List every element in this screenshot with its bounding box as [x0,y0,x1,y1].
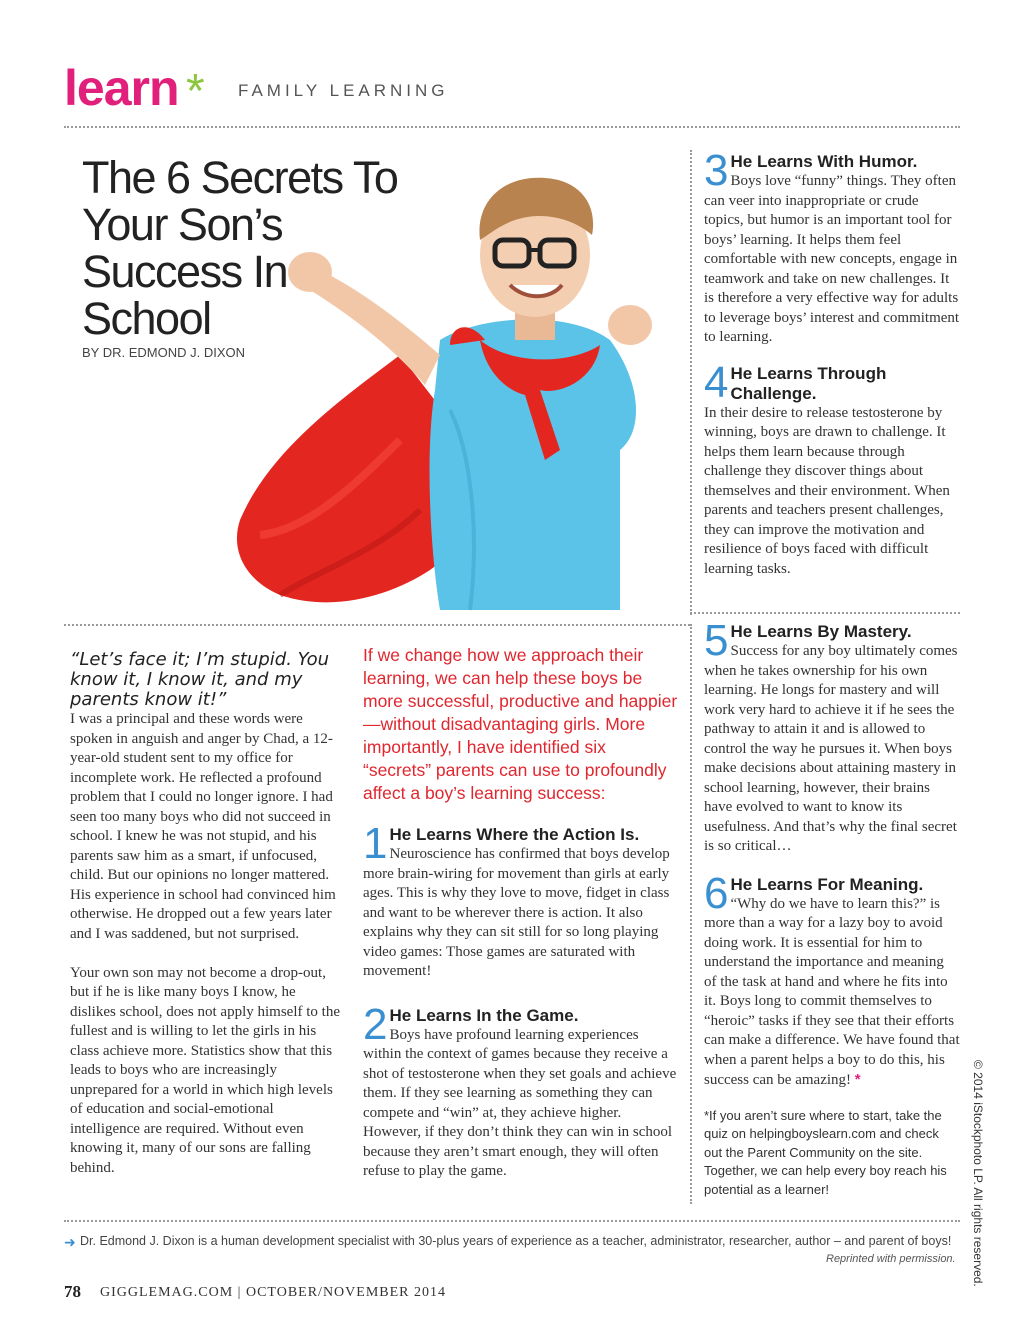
secret-number: 4 [704,363,729,407]
intro-paragraph: I was a principal and these words were spoken in anguish and anger by Chad, a 12-year-old student sent to my office for incomplete work. He reflected a profound problem that I could no longer ignore. I had seen too many boys who did not succeed in school. I knew he was not stupid, and his parents saw him as a smart, if unfocused, child. But our opinions no longer mattered. His experience in school had convinced him otherwise. He dropped out a few years later and I was saddened, but not surprised. [70,711,336,942]
column-divider-lower [690,624,692,1204]
secret-2 [363,1006,678,1182]
footer-divider [64,1220,960,1222]
footnote: *If you aren’t sure where to start, take the quiz on helpingboyslearn.com and check out the Parent Community on the site. Together, we can help every boy reach his potential as a learner! [704,1107,947,1197]
column-divider [690,150,692,615]
article-title: The 6 Secrets To Your Son’s Success In School [82,152,398,344]
secret-heading: He Learns For Meaning. [730,874,924,894]
secret-text: Success for any boy ultimately comes when he takes ownership for his own learning. He longs for mastery and will work very hard to achieve it if he sees the pathway to attain it and is allowed to control the way he pursues it. When boys make decisions about attaining mastery in school learning, however, their brains have evolved to want to know its usefulness. And that’s why the final secret is so critical… [704,643,958,854]
secret-number: 2 [363,1005,388,1049]
secret-heading: He Learns With Humor. [730,152,918,171]
secret-number: 5 [704,622,729,665]
author-bio: Dr. Edmond J. Dixon is a human development specialist with 30-plus years of experience as a teacher, administrator, researcher, author – and parent of boys! [80,1234,952,1248]
right-column-top [704,152,960,579]
asterisk-icon: * [186,65,205,118]
left-column [70,650,340,1178]
secret-6 [704,875,960,1091]
secret-text: Neuroscience has confirmed that boys develop more brain-wiring for movement than girls at early ages. This is why they love to move, fidget in class and want to be wherever there is action. It also explains why they can sit still for so long playing video games: Those games are saturated with movement! [363,846,670,979]
secret-text: Boys love “funny” things. They often can veer into inappropriate or crude topics, but humor is an important tool for boys’ learning. It helps them feel comfortable with new concepts, engage in teamwork and take on new challenges. It is therefore a very effective way for adults to leverage boys’ interest and commitment to learning. [704,173,960,345]
secret-1 [363,825,678,982]
secret-text: In their desire to release testosterone by winning, boys are drawn to challenge. It helps them learn because through challenge they discover things about themselves and their environment. When parents and teachers present challenges, they can improve the motivation and resilience of boys faced with difficult learning tasks. [704,404,950,577]
secret-3 [704,152,960,348]
reprint-note: Reprinted with permission. [826,1253,956,1265]
secret-4 [704,364,960,580]
secret-text [704,895,960,1091]
pull-quote: If we change how we approach their learning, we can help these boys be more successful, productive and happier—without disadvantaging girls. More importantly, I have identified six “secrets” parents can use to profoundly affect a boy’s learning success: [363,645,678,803]
arrow-icon: ➜ [64,1234,76,1250]
secret-number: 1 [363,825,388,868]
right-column-bottom [704,622,960,1199]
secret-heading: He Learns In the Game. [389,1005,579,1025]
secret-6-text: “Why do we have to learn this?” is more than a way for a lazy boy to avoid doing work. It is essential for him to understand the importance and meaning of the task at hand and where he fits into it. Boys long to commit themselves to “heroic” tasks if they see that their efforts can make a difference. We have found that when a parent helps a boy to do this, his success can be amazing! [704,895,960,1088]
right-divider [690,612,960,614]
opening-quote: “Let’s face it; I’m stupid. You know it, I know it, and my parents know it!” [70,649,330,710]
secret-text: Boys have profound learning experiences within the context of games because they receive a shot of testosterone when they set goals and achieve them. If they see learning as something they can compete and “win” at, they achieve higher. However, if they don’t think they can win in school because they aren’t smart enough, they will often refuse to play the game. [363,1026,677,1179]
image-divider [64,624,690,626]
section-subtitle: FAMILY LEARNING [238,81,449,100]
header-divider [64,126,960,128]
page-number: 78 [64,1282,81,1301]
byline: BY DR. EDMOND J. DIXON [82,345,246,360]
secret-number: 6 [704,874,729,918]
footer-folio: GIGGLEMAG.COM | OCTOBER/NOVEMBER 2014 [100,1285,446,1300]
secret-5 [704,622,960,857]
secret-heading: He Learns Where the Action Is. [389,825,640,844]
context-paragraph: Your own son may not become a drop-out, but if he is like many boys I know, he dislikes school, does not apply himself to the fullest and is willing to let the girls in his class achieve more. Statistics show that this leads to boys who are increasingly unprepared for a world in which high levels of education and social-emotional intelligence are required. Without even knowing it, many of our sons are falling behind. [70,964,340,1176]
secret-heading: He Learns Through Challenge. [730,363,887,403]
secret-number: 3 [704,152,729,195]
end-asterisk-icon: * [854,1071,861,1088]
section-title: learn [64,60,179,116]
secret-heading: He Learns By Mastery. [730,622,912,641]
middle-column [363,644,678,1182]
